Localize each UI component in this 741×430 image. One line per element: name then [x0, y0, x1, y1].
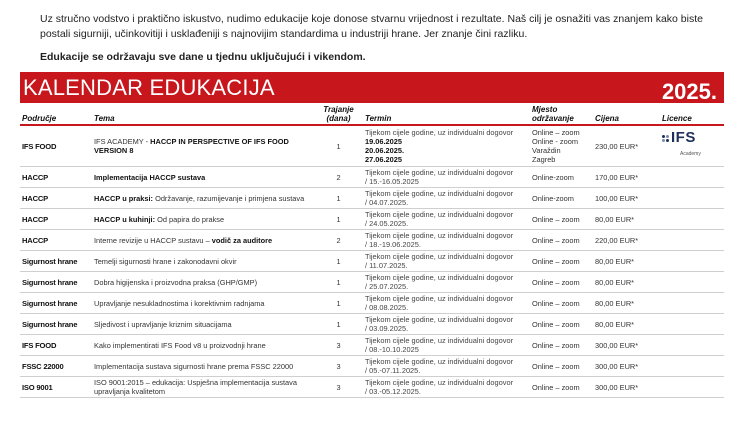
row-term	[363, 272, 530, 293]
term-line: Tijekom cijele godine, uz individualni dogovor	[365, 294, 514, 303]
intro-paragraph: Uz stručno vodstvo i praktično iskustvo, nudimo edukacije koje donose stvarnu vrijednost i rezultate. Naš cilj je osnažiti vas znanjem kako biste postali sigurniji, učinkovitiji i usklađeniji s najnovijim standardima u industriji hrane. Jer znanje čini razliku.	[40, 13, 703, 40]
row-place	[530, 125, 593, 167]
term-date: / 05.-07.11.2025.	[365, 366, 421, 375]
topic-bold: HACCP u kuhinji:	[94, 214, 156, 224]
banner-title: KALENDAR EDUKACIJA	[23, 75, 275, 100]
row-topic	[92, 251, 314, 272]
row-days: 3	[314, 356, 363, 377]
row-area: FSSC 22000	[20, 356, 92, 377]
row-topic	[92, 356, 314, 377]
row-days: 1	[314, 188, 363, 209]
row-area: HACCP	[20, 230, 92, 251]
row-topic	[92, 335, 314, 356]
term-date: / 15.-16.05.2025	[365, 177, 419, 186]
row-days: 3	[314, 335, 363, 356]
row-license	[660, 125, 724, 167]
ifs-academy-logo	[662, 129, 702, 158]
row-topic	[92, 167, 314, 188]
row-license	[660, 230, 724, 251]
topic-rest: Održavanje, razumijevanje i primjena sustava	[153, 193, 305, 203]
row-term	[363, 377, 530, 398]
topic-prefix: ISO 9001:2015 – edukacija: Uspješna implementacija sustava upravljanja kvalitetom	[94, 378, 297, 396]
row-license	[660, 209, 724, 230]
row-topic	[92, 125, 314, 167]
term-date: / 18.-19.06.2025.	[365, 240, 421, 249]
place-line: Online - zoom	[532, 137, 579, 146]
table-row	[20, 125, 724, 167]
term-date: / 04.07.2025.	[365, 198, 409, 207]
row-area: ISO 9001	[20, 377, 92, 398]
term-line: Tijekom cijele godine, uz individualni dogovor	[365, 168, 514, 177]
table-header-row	[20, 103, 724, 125]
table-row	[20, 293, 724, 314]
row-area: Sigurnost hrane	[20, 293, 92, 314]
row-place: Online – zoom	[530, 293, 593, 314]
term-line: Tijekom cijele godine, uz individualni dogovor	[365, 336, 514, 345]
term-line: Tijekom cijele godine, uz individualni dogovor	[365, 273, 514, 282]
row-price: 220,00 EUR*	[593, 230, 660, 251]
row-area: HACCP	[20, 188, 92, 209]
row-price: 80,00 EUR*	[593, 314, 660, 335]
row-area: HACCP	[20, 167, 92, 188]
education-table	[20, 103, 724, 398]
table-row	[20, 335, 724, 356]
row-price: 230,00 EUR*	[593, 125, 660, 167]
row-days: 2	[314, 167, 363, 188]
row-term	[363, 188, 530, 209]
row-area: IFS FOOD	[20, 335, 92, 356]
row-topic	[92, 209, 314, 230]
row-place: Online – zoom	[530, 251, 593, 272]
row-days: 1	[314, 314, 363, 335]
row-topic	[92, 314, 314, 335]
row-term	[363, 230, 530, 251]
header-license: Licence	[660, 103, 724, 125]
row-license	[660, 356, 724, 377]
row-license	[660, 335, 724, 356]
topic-prefix: Implementacija sustava sigurnosti hrane prema FSSC 22000	[94, 361, 294, 371]
header-price: Cijena	[593, 103, 660, 125]
term-line: Tijekom cijele godine, uz individualni dogovor	[365, 128, 514, 137]
row-topic	[92, 230, 314, 251]
row-price: 100,00 EUR*	[593, 188, 660, 209]
row-price: 80,00 EUR*	[593, 209, 660, 230]
topic-prefix: Interne revizije u HACCP sustavu –	[94, 235, 212, 245]
term-date: / 25.07.2025.	[365, 282, 409, 291]
calendar-banner	[20, 72, 724, 103]
header-topic: Tema	[92, 103, 314, 125]
place-line: Zagreb	[532, 155, 556, 164]
term-line: Tijekom cijele godine, uz individualni dogovor	[365, 231, 514, 240]
row-area: Sigurnost hrane	[20, 314, 92, 335]
row-place: Online – zoom	[530, 209, 593, 230]
row-place: Online-zoom	[530, 188, 593, 209]
row-price: 300,00 EUR*	[593, 377, 660, 398]
table-row	[20, 272, 724, 293]
topic-prefix: IFS ACADEMY -	[94, 137, 151, 146]
row-term	[363, 209, 530, 230]
row-place: Online – zoom	[530, 356, 593, 377]
row-place: Online – zoom	[530, 377, 593, 398]
row-area: IFS FOOD	[20, 125, 92, 167]
table-row	[20, 167, 724, 188]
row-price: 80,00 EUR*	[593, 272, 660, 293]
header-days: Trajanje (dana)	[314, 103, 363, 125]
term-line: Tijekom cijele godine, uz individualni dogovor	[365, 315, 514, 324]
row-license	[660, 293, 724, 314]
row-topic	[92, 293, 314, 314]
row-days: 1	[314, 125, 363, 167]
row-topic	[92, 377, 314, 398]
row-area: Sigurnost hrane	[20, 251, 92, 272]
table-row	[20, 188, 724, 209]
logo-word: IFS	[671, 129, 696, 146]
row-days: 3	[314, 377, 363, 398]
row-days: 1	[314, 272, 363, 293]
topic-prefix: Dobra higijenska i proizvodna praksa (GHP/GMP)	[94, 277, 258, 287]
term-date: 20.06.2025.	[365, 146, 405, 155]
place-line: Online – zoom	[532, 128, 580, 137]
row-price: 300,00 EUR*	[593, 335, 660, 356]
header-term: Termin	[363, 103, 530, 125]
row-topic	[92, 272, 314, 293]
topic-bold: HACCP u praksi:	[94, 193, 154, 203]
row-place: Online-zoom	[530, 167, 593, 188]
term-date: / 24.05.2025.	[365, 219, 409, 228]
place-line: Varaždin	[532, 146, 561, 155]
term-date: / 03.09.2025.	[365, 324, 409, 333]
row-place: Online – zoom	[530, 230, 593, 251]
term-line: Tijekom cijele godine, uz individualni dogovor	[365, 210, 514, 219]
row-term	[363, 356, 530, 377]
row-license	[660, 314, 724, 335]
table-row	[20, 230, 724, 251]
table-row	[20, 314, 724, 335]
term-line: Tijekom cijele godine, uz individualni dogovor	[365, 189, 514, 198]
term-line: Tijekom cijele godine, uz individualni dogovor	[365, 357, 514, 366]
row-area: Sigurnost hrane	[20, 272, 92, 293]
topic-rest: Od papira do prakse	[155, 214, 225, 224]
header-place: Mjesto održavanje	[530, 103, 593, 125]
row-price: 300,00 EUR*	[593, 356, 660, 377]
row-days: 1	[314, 209, 363, 230]
table-row	[20, 209, 724, 230]
header-area: Područje	[20, 103, 92, 125]
topic-prefix: Temelji sigurnosti hrane i zakonodavni okvir	[94, 256, 237, 266]
term-date: / 08.08.2025.	[365, 303, 409, 312]
row-license	[660, 188, 724, 209]
topic-prefix: Sljedivost i upravljanje kriznim situacijama	[94, 319, 232, 329]
topic-prefix: Kako implementirati IFS Food v8 u proizvodnji hrane	[94, 340, 266, 350]
row-place: Online – zoom	[530, 272, 593, 293]
term-date: / 03.-05.12.2025.	[365, 387, 421, 396]
row-days: 1	[314, 293, 363, 314]
row-term	[363, 167, 530, 188]
row-term	[363, 335, 530, 356]
term-date: / 11.07.2025.	[365, 261, 408, 270]
term-line: Tijekom cijele godine, uz individualni dogovor	[365, 252, 514, 261]
topic-bold: Implementacija HACCP sustava	[94, 172, 206, 182]
table-row	[20, 377, 724, 398]
row-license	[660, 167, 724, 188]
row-price: 80,00 EUR*	[593, 251, 660, 272]
row-license	[660, 272, 724, 293]
term-date: / 08.-10.10.2025	[365, 345, 419, 354]
term-date: 19.06.2025	[365, 137, 402, 146]
topic-bold: HACCP IN PERSPECTIVE OF IFS FOOD VERSION 8	[94, 137, 289, 155]
row-place: Online – zoom	[530, 314, 593, 335]
row-term	[363, 293, 530, 314]
row-term	[363, 314, 530, 335]
logo-caption: Academy	[680, 151, 701, 157]
row-price: 170,00 EUR*	[593, 167, 660, 188]
term-line: Tijekom cijele godine, uz individualni dogovor	[365, 378, 514, 387]
row-days: 2	[314, 230, 363, 251]
topic-prefix: Upravljanje nesukladnostima i korektivnim radnjama	[94, 298, 265, 308]
row-term	[363, 251, 530, 272]
row-license	[660, 377, 724, 398]
row-topic	[92, 188, 314, 209]
table-row	[20, 251, 724, 272]
term-date: 27.06.2025	[365, 155, 402, 164]
row-term	[363, 125, 530, 167]
row-place: Online – zoom	[530, 335, 593, 356]
banner-year: 2025.	[661, 79, 717, 104]
row-price: 80,00 EUR*	[593, 293, 660, 314]
topic-bold: vodič za auditore	[211, 235, 273, 245]
row-license	[660, 251, 724, 272]
row-area: HACCP	[20, 209, 92, 230]
row-days: 1	[314, 251, 363, 272]
weekend-note: Edukacije se održavaju sve dane u tjednu uključujući i vikendom.	[40, 51, 366, 63]
table-row	[20, 356, 724, 377]
